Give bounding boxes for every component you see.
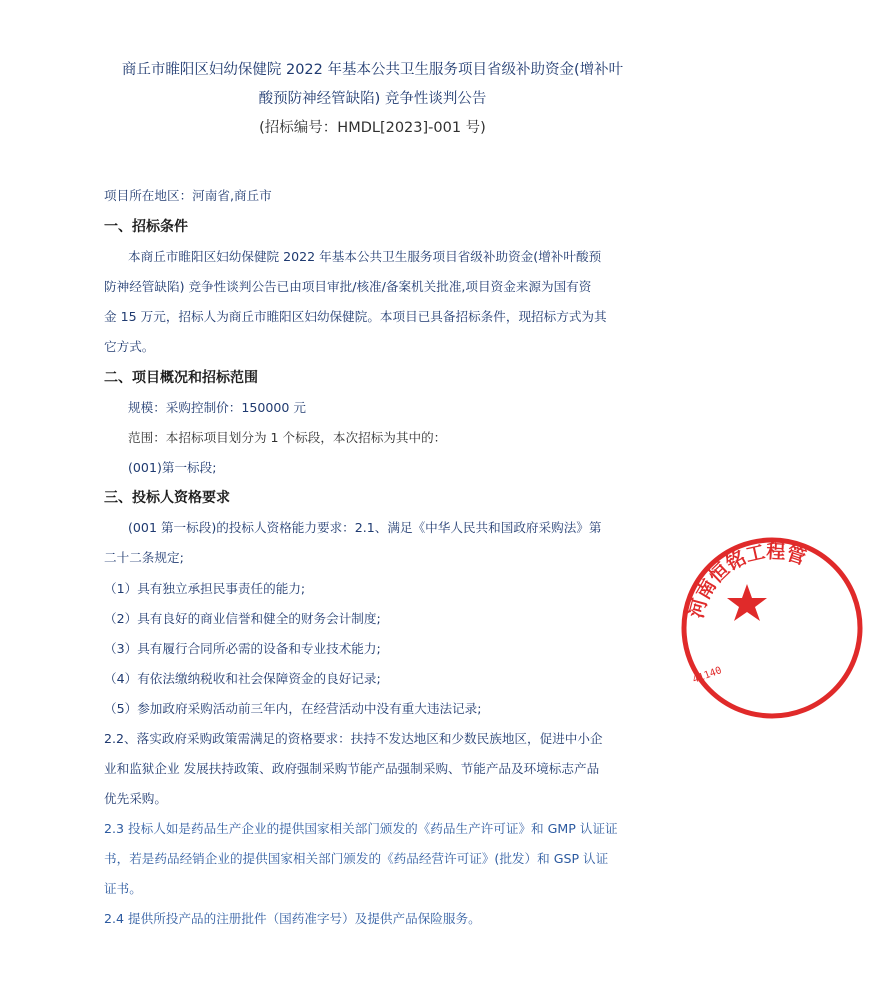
tender-number: (招标编号：HMDL[2023]-001 号) bbox=[259, 120, 486, 136]
requirement-item-3: （3）具有履行合同所必需的设备和专业技术能力; bbox=[104, 641, 381, 656]
project-scope: 范围：本招标项目划分为 1 个标段，本次招标为其中的： bbox=[128, 430, 447, 445]
policy-requirement-line-1: 2.2、落实政府采购政策需满足的资格要求：扶持不发达地区和少数民族地区，促进中小企 bbox=[104, 731, 603, 746]
requirement-item-5: （5）参加政府采购活动前三年内，在经营活动中没有重大违法记录; bbox=[104, 701, 482, 716]
policy-requirement-line-3: 优先采购。 bbox=[104, 791, 167, 806]
requirement-item-2: （2）具有良好的商业信誉和健全的财务会计制度; bbox=[104, 611, 381, 626]
section-3-heading: 三、投标人资格要求 bbox=[104, 490, 230, 506]
seal-number: 41140 bbox=[691, 665, 724, 686]
section-1-paragraph-line-4: 它方式。 bbox=[104, 339, 155, 354]
section-1-heading: 一、招标条件 bbox=[104, 219, 188, 235]
requirement-item-1: （1）具有独立承担民事责任的能力; bbox=[104, 581, 306, 596]
license-requirement-line-1: 2.3 投标人如是药品生产企业的提供国家相关部门颁发的《药品生产许可证》和 GMP 认证证 bbox=[104, 821, 618, 836]
section-1-paragraph-line-3: 金 15 万元，招标人为商丘市睢阳区妇幼保健院。本项目已具备招标条件，现招标方式为其 bbox=[104, 309, 607, 324]
seal-ring bbox=[684, 540, 860, 716]
lot-item: (001)第一标段; bbox=[128, 460, 217, 475]
qualification-intro-line-1: (001 第一标段)的投标人资格能力要求：2.1、满足《中华人民共和国政府采购法》第 bbox=[128, 520, 602, 535]
project-scale: 规模：采购控制价：150000 元 bbox=[128, 400, 307, 415]
section-1-paragraph-line-1: 本商丘市睢阳区妇幼保健院 2022 年基本公共卫生服务项目省级补助资金(增补叶酸预 bbox=[128, 249, 602, 264]
seal-star-icon bbox=[727, 584, 767, 621]
policy-requirement-line-2: 业和监狱企业 发展扶持政策、政府强制采购节能产品强制采购、节能产品及环境标志产品 bbox=[104, 761, 600, 776]
doc-title-line-2: 酸预防神经管缺陷) 竞争性谈判公告 bbox=[258, 91, 487, 107]
qualification-intro-line-2: 二十二条规定; bbox=[104, 550, 184, 565]
company-seal bbox=[672, 528, 872, 728]
section-1-paragraph-line-2: 防神经管缺陷) 竞争性谈判公告已由项目审批/核准/备案机关批准,项目资金来源为国有资 bbox=[104, 279, 592, 294]
section-2-heading: 二、项目概况和招标范围 bbox=[104, 370, 258, 386]
project-location: 项目所在地区：河南省,商丘市 bbox=[104, 188, 272, 203]
requirement-item-4: （4）有依法缴纳税收和社会保障资金的良好记录; bbox=[104, 671, 381, 686]
registration-requirement: 2.4 提供所投产品的注册批件（国药准字号）及提供产品保险服务。 bbox=[104, 911, 481, 926]
seal-text: 河南恒铭工程管 bbox=[685, 540, 809, 621]
license-requirement-line-3: 证书。 bbox=[104, 881, 142, 896]
doc-title-line-1: 商丘市睢阳区妇幼保健院 2022 年基本公共卫生服务项目省级补助资金(增补叶 bbox=[121, 62, 624, 78]
license-requirement-line-2: 书，若是药品经销企业的提供国家相关部门颁发的《药品经营许可证》(批发）和 GSP 认证 bbox=[104, 851, 609, 866]
